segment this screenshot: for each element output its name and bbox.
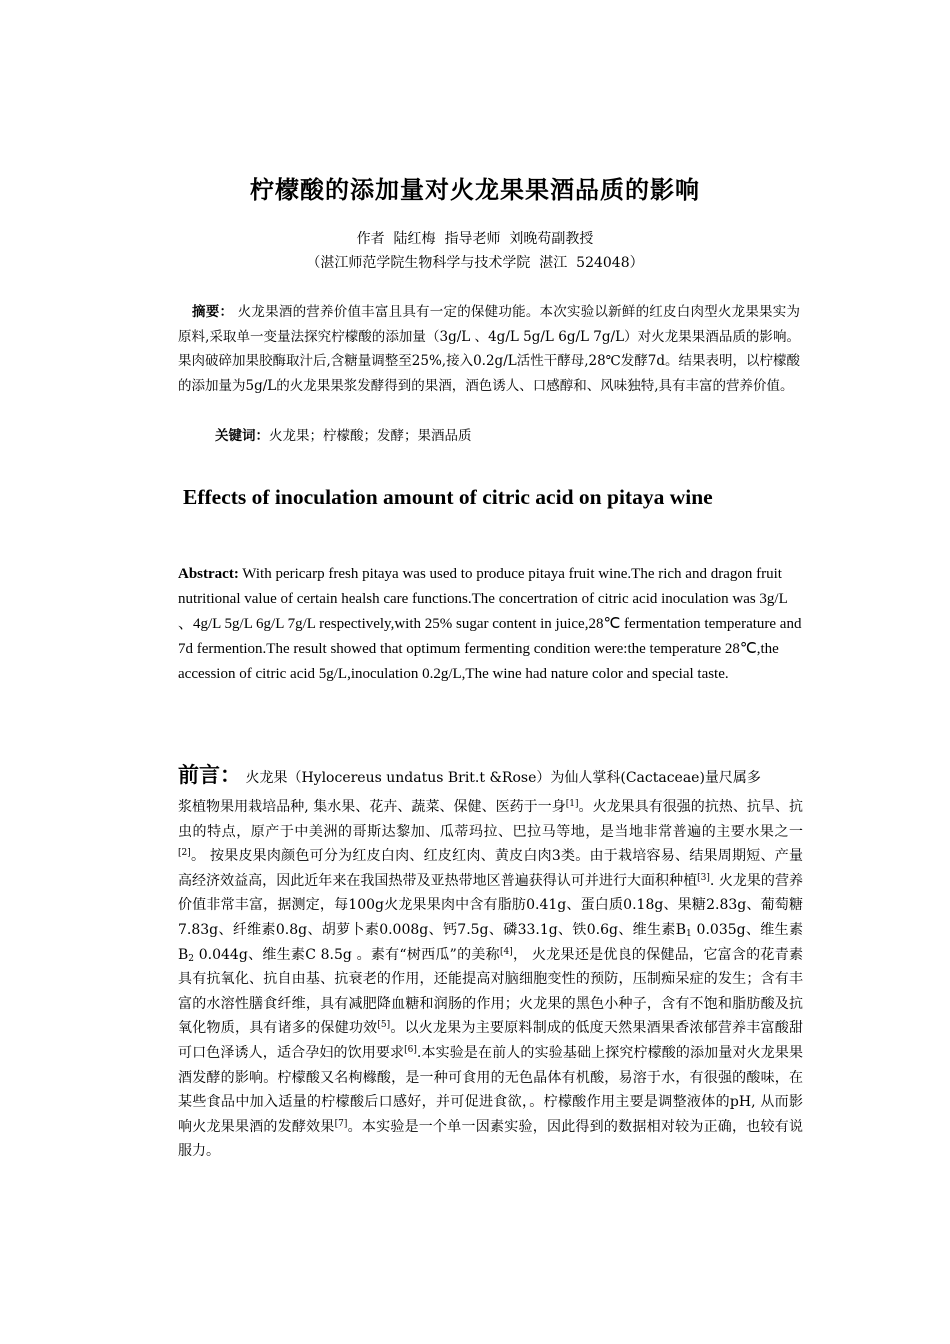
- intro-text: ， 火龙果还是优良的保健品，它富含的花青素具有抗氧化、抗自由基、抗衰老的作用，还能提高对脑细胞变性的预防，压制痴呆症的发生；含有丰富的水溶性膳食纤维，具有减肥降血糖和润肠的作用；火龙果的黑色小种子，含有不饱和脂肪酸及抗氧化物质，具有诸多的保健功效: [178, 946, 803, 1037]
- citation-ref: [4]: [499, 946, 513, 957]
- chinese-keywords: [215, 424, 472, 444]
- introduction-first-line: [178, 758, 803, 795]
- abstract-text: 火龙果酒的营养价值丰富且具有一定的保健功能。本次实验以新鲜的红皮白肉型火龙果果实为原料,采取单一变量法探究柠檬酸的添加量（3g/L 、4g/L 5g/L 6g/L 7g/L）对火龙果果酒品质的影响。果肉破碎加果胶酶取汁后,含糖量调整至25%,接入0.2g/L活性干酵母,28℃发酵7d。结果表明，以柠檬酸的添加量为5g/L的火龙果果浆发酵得到的果酒，酒色诱人、口感醇和、风味独特,具有丰富的营养价值。: [178, 304, 801, 394]
- intro-text: 。本实验是一个单一因素实验，因此得到的数据相对较为正确，也较有说服力。: [178, 1118, 804, 1160]
- abstract-label: 摘要：: [192, 304, 234, 320]
- chinese-abstract: [178, 300, 800, 398]
- keywords-text: 火龙果；柠檬酸；发酵；果酒品质: [269, 428, 472, 444]
- subscript: 2: [188, 953, 195, 964]
- english-abstract: [178, 562, 803, 687]
- intro-text: 浆植物果用栽培品种, 集水果、花卉、蔬菜、保健、医药于一身: [178, 799, 566, 815]
- intro-text: . 火龙果的营养价值非常丰富，据测定，每100g火龙果果肉中含有脂肪0.41g、蛋白质0.18g、果糖2.83g、葡萄糖7.83g、纤维素0.8g、胡萝卜素0.008g、钙7.5g、磷33.1g、铁0.6g、维生素B: [178, 872, 803, 938]
- english-title: Effects of inoculation amount of citric acid on pitaya wine: [183, 485, 713, 509]
- english-abstract-text: With pericarp fresh pitaya was used to produce pitaya fruit wine.The rich and dragon fruit nutritional value of certain healsh care functions.The concertration of citric acid inoculation was 3g/L 、4g/L 5g/L 6g/L 7g/L respectively,with 25% sugar content in juice,28℃ fermentation temperature and 7d fermention.The result showed that optimum fermenting condition were:the temperature 28℃,the accession of citric acid 5g/L,inoculation 0.2g/L,The wine had nature color and special taste.: [178, 566, 802, 682]
- introduction-section: [178, 758, 803, 1164]
- intro-text: 。火龙果具有很强的抗热、抗旱、抗虫的特点，原产于中美洲的哥斯达黎加、瓜蒂玛拉、巴拉马等地，是当地非常普遍的主要水果之一: [178, 799, 804, 840]
- citation-ref: [3]: [697, 872, 710, 883]
- intro-text: 。 按果皮果肉颜色可分为红皮白肉、红皮红肉、黄皮白肉3类。由于栽培容易、结果周期短、产量高经济效益高，因此近年来在我国热带及亚热带地区普遍获得认可并进行大面积种植: [178, 848, 803, 889]
- citation-ref: [7]: [334, 1118, 348, 1129]
- introduction-heading: 前言：: [178, 763, 241, 787]
- subscript: 1: [686, 928, 692, 939]
- english-abstract-label: Abstract:: [178, 566, 239, 582]
- author-line: 作者 陆红梅 指导老师 刘晚苟副教授: [356, 231, 594, 247]
- intro-text: 火龙果（Hylocereus undatus Brit.t &Rose）为仙人掌科(Cactaceae)量尺属多: [241, 770, 761, 786]
- keywords-label: 关键词：: [215, 428, 269, 444]
- intro-text: 。以火龙果为主要原料制成的低度天然果酒果香浓郁营养丰富酸甜可口色泽诱人，适合孕妇的饮用要求: [178, 1020, 804, 1061]
- intro-text: 0.035g、维生素B: [178, 921, 803, 963]
- affiliation-line: （湛江师范学院生物科学与技术学院 湛江 524048）: [306, 255, 644, 271]
- intro-text: 0.044g、维生素C 8.5g 。素有“树西瓜”的美称: [194, 946, 500, 963]
- citation-ref: [5]: [377, 1020, 391, 1031]
- paper-title: 柠檬酸的添加量对火龙果果酒品质的影响: [250, 176, 700, 204]
- citation-ref: [1]: [565, 799, 579, 809]
- citation-ref: [6]: [404, 1044, 417, 1055]
- citation-ref: [2]: [178, 848, 191, 859]
- intro-text: .本实验是在前人的实验基础上探究柠檬酸的添加量对火龙果果酒发酵的影响。柠檬酸又名枸橼酸，是一种可食用的无色晶体有机酸，易溶于水，有很强的酸味，在某些食品中加入适量的柠檬酸后口感好，并可促进食欲，。柠檬酸作用主要是调整液体的pH, 从而影响火龙果果酒的发酵效果: [178, 1044, 803, 1135]
